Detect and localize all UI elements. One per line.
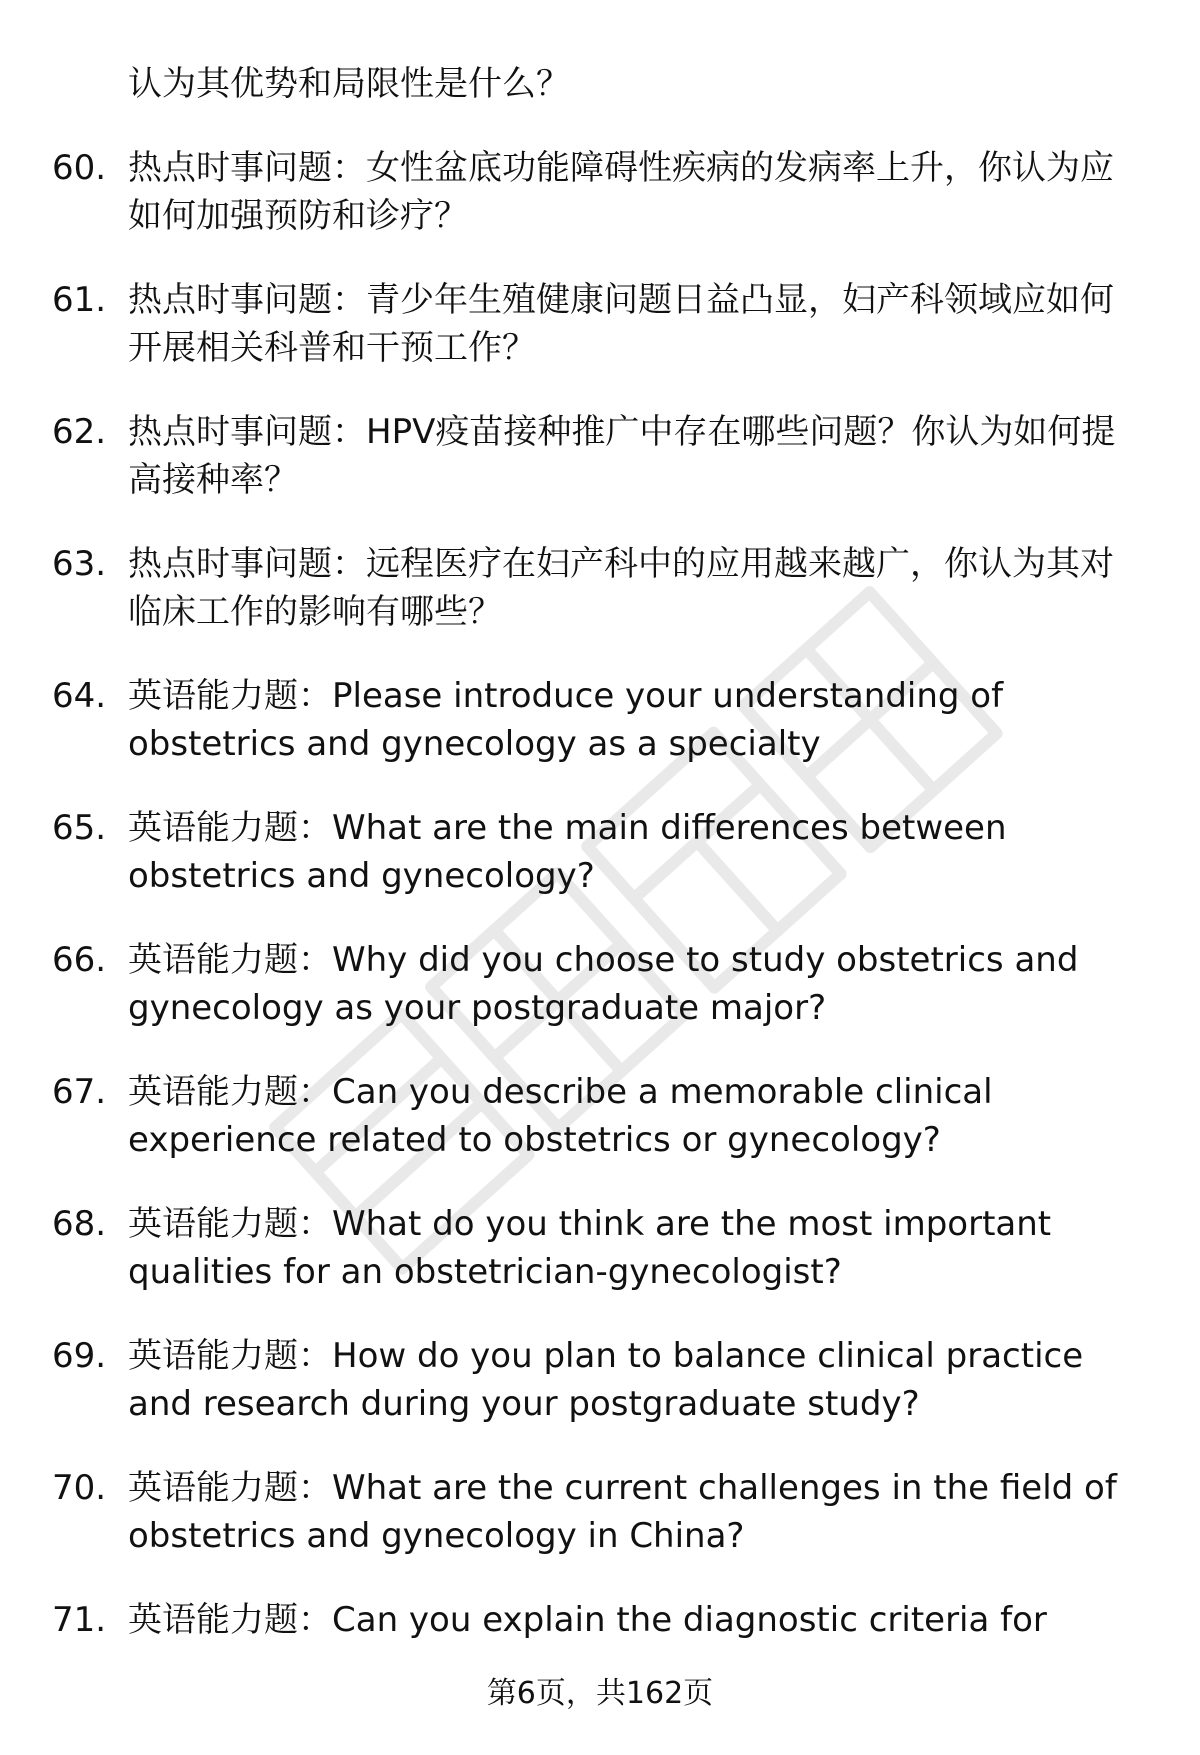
question-text: 英语能力题：Can you describe a memorable clinical experience related to obstetrics or gynecology? <box>128 1072 993 1160</box>
question-text: 英语能力题：Why did you choose to study obstetrics and gynecology as your postgraduate major? <box>128 940 1079 1028</box>
question-text: 热点时事问题：HPV疫苗接种推广中存在哪些问题？你认为如何提高接种率？ <box>128 412 1116 500</box>
page-footer: 第6页，共162页 <box>486 1676 714 1711</box>
question-text: 英语能力题：Please introduce your understanding of obstetrics and gynecology as a specialty <box>128 676 1004 764</box>
question-continuation: 认为其优势和局限性是什么？ <box>128 64 570 104</box>
question-text: 英语能力题：What are the main differences between obstetrics and gynecology? <box>128 808 1007 896</box>
question-text: 热点时事问题：远程医疗在妇产科中的应用越来越广，你认为其对临床工作的影响有哪些？ <box>128 544 1114 632</box>
question-number: 68. <box>52 1204 107 1244</box>
question-number: 64. <box>52 676 107 716</box>
question-number: 63. <box>52 544 107 584</box>
question-number: 70. <box>52 1468 107 1508</box>
question-number: 69. <box>52 1336 107 1376</box>
question-text: 英语能力题：What are the current challenges in the field of obstetrics and gynecology in China? <box>128 1468 1117 1556</box>
question-number: 67. <box>52 1072 107 1112</box>
question-number: 71. <box>52 1600 107 1640</box>
question-number: 62. <box>52 412 107 452</box>
question-number: 65. <box>52 808 107 848</box>
question-text: 英语能力题：What do you think are the most important qualities for an obstetrician-gynecologist? <box>128 1204 1052 1292</box>
question-text: 热点时事问题：青少年生殖健康问题日益凸显，妇产科领域应如何开展相关科普和干预工作？ <box>128 280 1114 368</box>
question-text: 英语能力题：How do you plan to balance clinical practice and research during your postgraduate study? <box>128 1336 1084 1424</box>
question-text: 英语能力题：Can you explain the diagnostic criteria for <box>128 1600 1047 1640</box>
question-number: 66. <box>52 940 107 980</box>
question-number: 61. <box>52 280 107 320</box>
question-number: 60. <box>52 148 107 188</box>
question-text: 热点时事问题：女性盆底功能障碍性疾病的发病率上升，你认为应如何加强预防和诊疗？ <box>128 148 1114 236</box>
